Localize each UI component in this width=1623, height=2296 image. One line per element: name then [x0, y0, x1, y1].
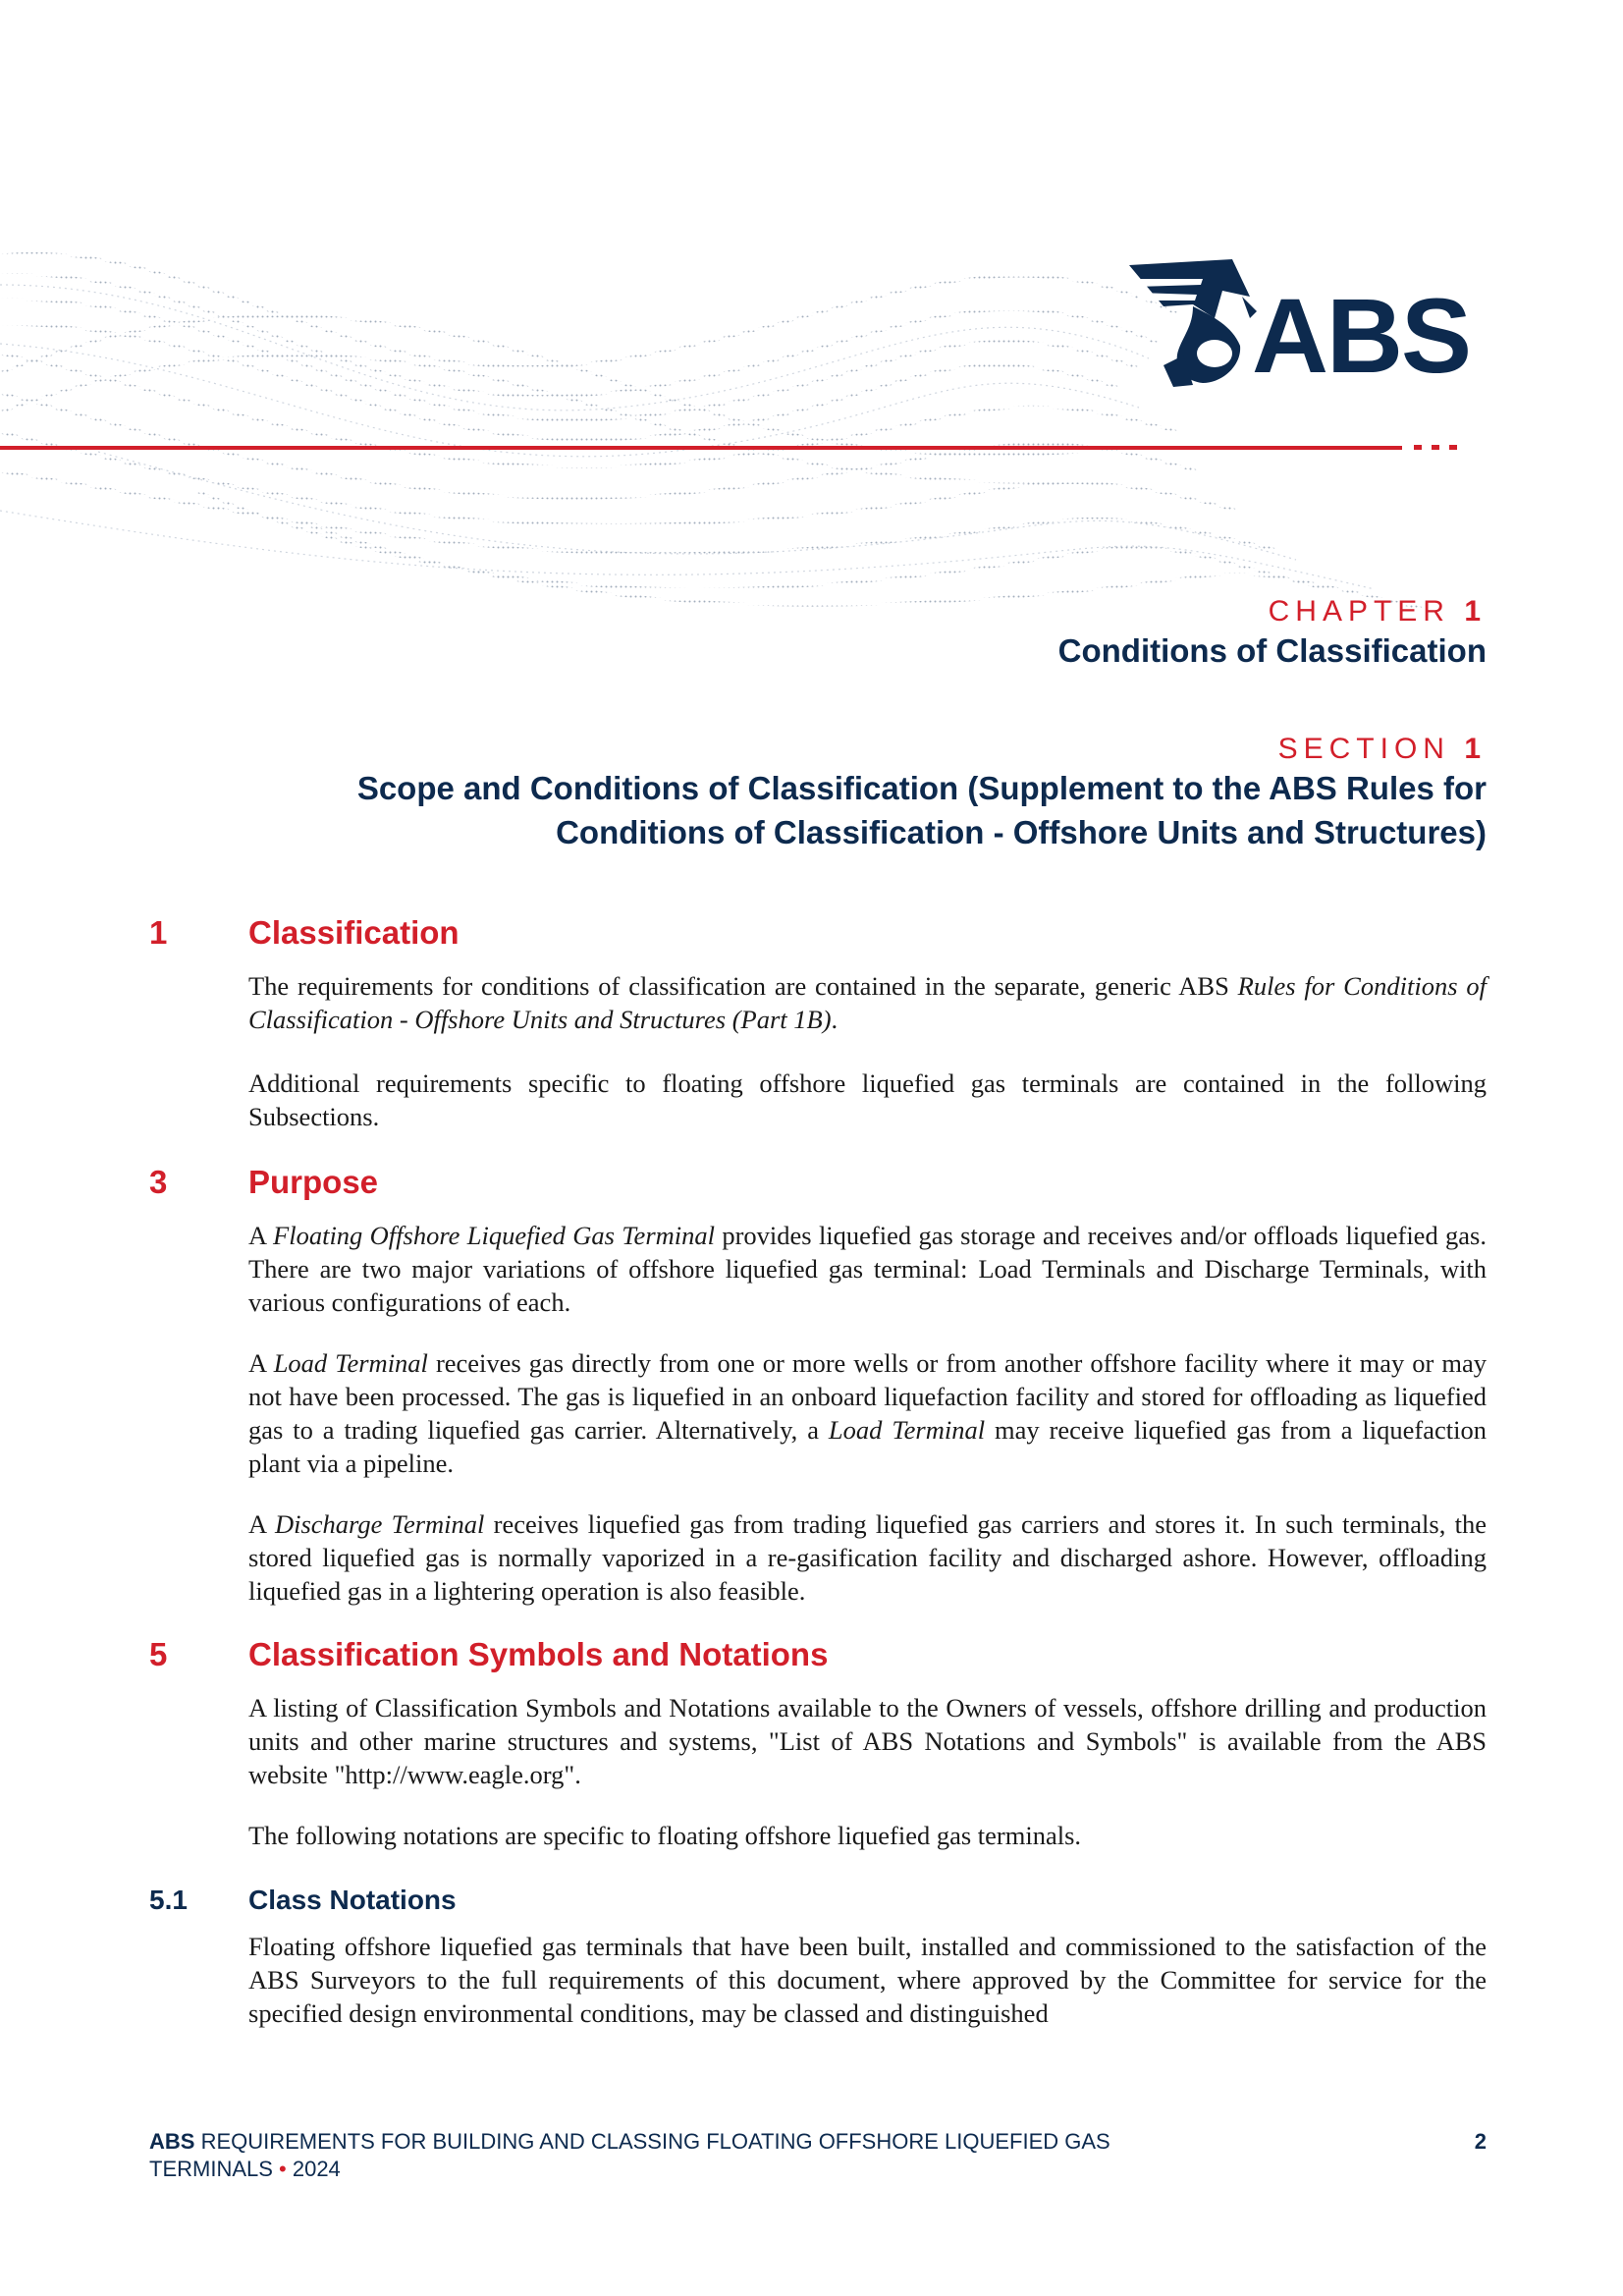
section-title-line1: Scope and Conditions of Classification (Supplement to the ABS Rules for: [356, 770, 1487, 806]
section-1-paragraph-1: The requirements for conditions of classification are contained in the separate, generic ABS Rules for Conditions of Classification - Offshore Units and Structures (Part 1B).: [248, 971, 1487, 1034]
footer-line-1: ABS REQUIREMENTS FOR BUILDING AND CLASSING FLOATING OFFSHORE LIQUEFIED GAS: [149, 2129, 1110, 2154]
page-footer: [149, 2128, 1259, 2183]
section-1-paragraph-2: Additional requirements specific to floating offshore liquefied gas terminals are contained in the following Subsections.: [248, 1068, 1487, 1131]
page-number: 2: [1474, 2129, 1487, 2154]
section-label: SECTION 1: [1277, 733, 1487, 765]
subsection-5-1-title: Class Notations: [248, 1885, 457, 1915]
section-5-paragraph-1: A listing of Classification Symbols and Notations available to the Owners of vessels, offshore drilling and production units and other marine structures and systems, "List of ABS Notations and Symbols" is available from the ABS website "http://www.eagle.org".: [248, 1693, 1487, 1789]
abs-logo: ABS: [1252, 276, 1471, 395]
footer-line-2: TERMINALS • 2024: [149, 2157, 341, 2181]
section-5-number: 5: [149, 1636, 168, 1672]
section-5-title: Classification Symbols and Notations: [248, 1636, 829, 1672]
section-1-title: Classification: [248, 914, 460, 951]
section-3-paragraph-2: A Load Terminal receives gas directly from one or more wells or from another offshore facility where it may or may not have been processed. The gas is liquefied in an onboard liquefaction facility and stored for offloading as liquefied gas to a trading liquefied gas carrier. Alternatively, a Load Terminal may receive liquefied gas from a liquefaction plant via a pipeline.: [248, 1348, 1488, 1478]
section-title-line2: Conditions of Classification - Offshore Units and Structures): [556, 813, 1487, 850]
chapter-title: Conditions of Classification: [1057, 632, 1487, 669]
subsection-5-1-paragraph-1: Floating offshore liquefied gas terminals that have been built, installed and commissioned to the satisfaction of the ABS Surveyors to the full requirements of this document, where approved by the Committee for service for the specified design environmental conditions, may be classed and distinguished: [248, 1932, 1487, 2028]
section-5-paragraph-2: The following notations are specific to floating offshore liquefied gas terminals.: [248, 1821, 1082, 1850]
section-1-number: 1: [149, 914, 168, 951]
section-3-title: Purpose: [248, 1164, 379, 1200]
chapter-heading: [1058, 594, 1487, 674]
section-heading: [357, 732, 1487, 854]
section-3-paragraph-1: A Floating Offshore Liquefied Gas Terminal provides liquefied gas storage and receives and/or offloads liquefied gas. There are two major variations of offshore liquefied gas terminal: Load Terminals and Discharge Terminals, with various configurations of each.: [248, 1221, 1487, 1317]
header-rule: [0, 446, 1402, 450]
subsection-5-1-number: 5.1: [149, 1885, 188, 1915]
section-3-number: 3: [149, 1164, 168, 1200]
section-3-paragraph-3: A Discharge Terminal receives liquefied gas from trading liquefied gas carriers and stores it. In such terminals, the stored liquefied gas is normally vaporized in a re-gasification facility and discharged ashore. However, offloading liquefied gas in a lightering operation is also feasible.: [248, 1509, 1487, 1606]
header-rule-dots: [1414, 445, 1457, 450]
chapter-label: CHAPTER 1: [1268, 595, 1487, 628]
